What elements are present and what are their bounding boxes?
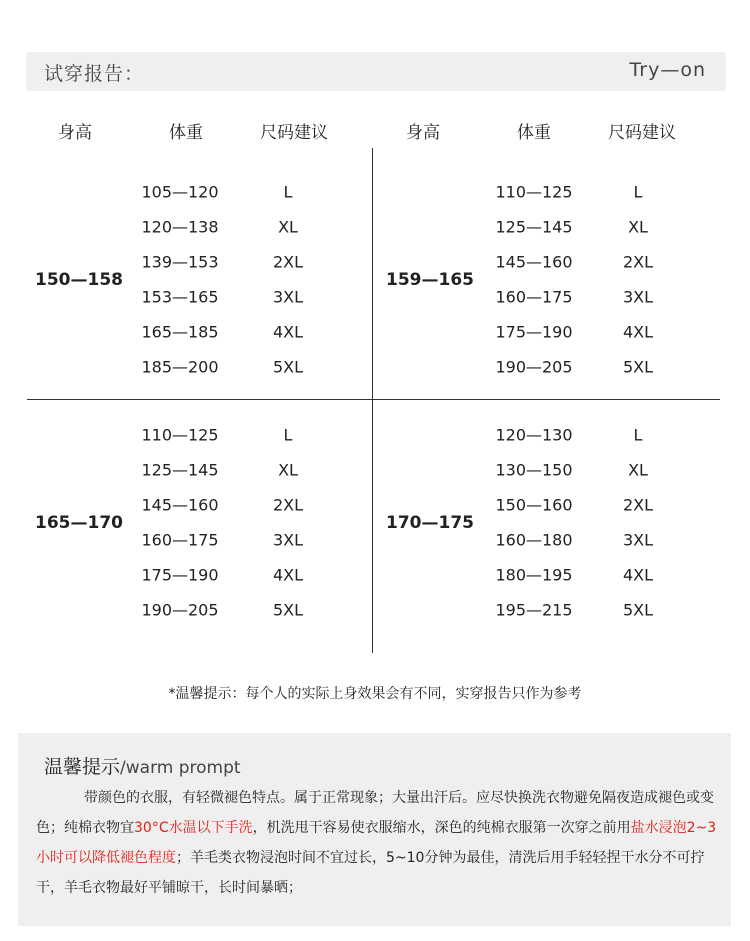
weight-range: 120—130 (495, 425, 573, 445)
divider-vertical-bottom (372, 400, 373, 653)
warm-tips-box (18, 733, 731, 926)
tips-highlight-salt-soak: 盐水浸泡2~3小时可以降低褪色程度 (36, 820, 717, 866)
weight-range: 130—150 (495, 460, 573, 480)
size-suggestion: 3XL (622, 287, 654, 307)
size-suggestion: 5XL (272, 600, 304, 620)
size-suggestion: 5XL (622, 357, 654, 377)
size-suggestion: 3XL (272, 530, 304, 550)
tryon-label: Try—on (629, 59, 706, 81)
size-suggestion: 2XL (622, 252, 654, 272)
col-head-weight-left: 体重 (169, 123, 203, 143)
size-suggestion: 4XL (272, 565, 304, 585)
size-suggestion: 3XL (272, 287, 304, 307)
col-head-size-left: 尺码建议 (260, 123, 328, 143)
height-range: 170—175 (386, 512, 474, 533)
weight-range: 153—165 (141, 287, 219, 307)
weight-range: 110—125 (495, 182, 573, 202)
tips-text (36, 783, 726, 903)
weight-range: 165—185 (141, 322, 219, 342)
weight-range: 105—120 (141, 182, 219, 202)
weight-range: 150—160 (495, 495, 573, 515)
report-title: 试穿报告： (44, 63, 145, 85)
weight-range: 139—153 (141, 252, 219, 272)
tips-title-en: /warm prompt (120, 758, 241, 778)
weight-range: 160—175 (495, 287, 573, 307)
weight-range: 195—215 (495, 600, 573, 620)
height-range: 159—165 (386, 269, 474, 290)
weight-range: 175—190 (141, 565, 219, 585)
size-suggestion: 2XL (622, 495, 654, 515)
size-suggestion: 3XL (622, 530, 654, 550)
size-suggestion: XL (628, 217, 648, 237)
col-head-weight-right: 体重 (517, 123, 551, 143)
weight-range: 180—195 (495, 565, 573, 585)
size-suggestion: 2XL (272, 495, 304, 515)
size-suggestion: XL (628, 460, 648, 480)
size-suggestion: 4XL (272, 322, 304, 342)
col-head-size-right: 尺码建议 (608, 123, 676, 143)
size-suggestion: L (283, 425, 293, 445)
weight-range: 190—205 (141, 600, 219, 620)
weight-range: 185—200 (141, 357, 219, 377)
weight-range: 125—145 (495, 217, 573, 237)
size-suggestion: XL (278, 460, 298, 480)
weight-range: 175—190 (495, 322, 573, 342)
height-range: 150—158 (35, 269, 123, 290)
weight-range: 145—160 (495, 252, 573, 272)
size-suggestion: L (633, 425, 643, 445)
tips-title-cn: 温馨提示 (44, 756, 121, 778)
height-range: 165—170 (35, 512, 123, 533)
size-suggestion: L (283, 182, 293, 202)
size-suggestion: 5XL (272, 357, 304, 377)
weight-range: 120—138 (141, 217, 219, 237)
weight-range: 125—145 (141, 460, 219, 480)
weight-range: 145—160 (141, 495, 219, 515)
col-head-height-right: 身高 (406, 123, 440, 143)
weight-range: 160—180 (495, 530, 573, 550)
size-suggestion: XL (278, 217, 298, 237)
weight-range: 160—175 (141, 530, 219, 550)
tips-text-part1: 带颜色的衣服，有轻微褪色特点。属于正常现象；大量出汗后。应尽快换洗衣物避免隔夜造成褪色或变色；纯棉衣物宜 (36, 790, 714, 836)
size-suggestion: 5XL (622, 600, 654, 620)
divider-horizontal (27, 399, 720, 400)
fit-note: *温馨提示：每个人的实际上身效果会有不同，实穿报告只作为参考 (168, 686, 582, 702)
tips-text-part3: ；羊毛类衣物浸泡时间不宜过长，5~10分钟为最佳，清洗后用手轻轻捏干水分不可拧干，羊毛衣物最好平铺晾干，长时间暴晒； (36, 850, 705, 896)
tips-text-part2: ，机洗甩干容易使衣服缩水，深色的纯棉衣服第一次穿之前用 (252, 820, 631, 836)
divider-vertical-top (372, 148, 373, 399)
tips-highlight-water-temp: 30°C水温以下手洗 (134, 820, 253, 836)
size-suggestion: 4XL (622, 565, 654, 585)
size-suggestion: 2XL (272, 252, 304, 272)
col-head-height-left: 身高 (58, 123, 92, 143)
size-suggestion: 4XL (622, 322, 654, 342)
weight-range: 110—125 (141, 425, 219, 445)
report-header (26, 52, 726, 91)
size-suggestion: L (633, 182, 643, 202)
weight-range: 190—205 (495, 357, 573, 377)
tips-title (44, 752, 241, 779)
